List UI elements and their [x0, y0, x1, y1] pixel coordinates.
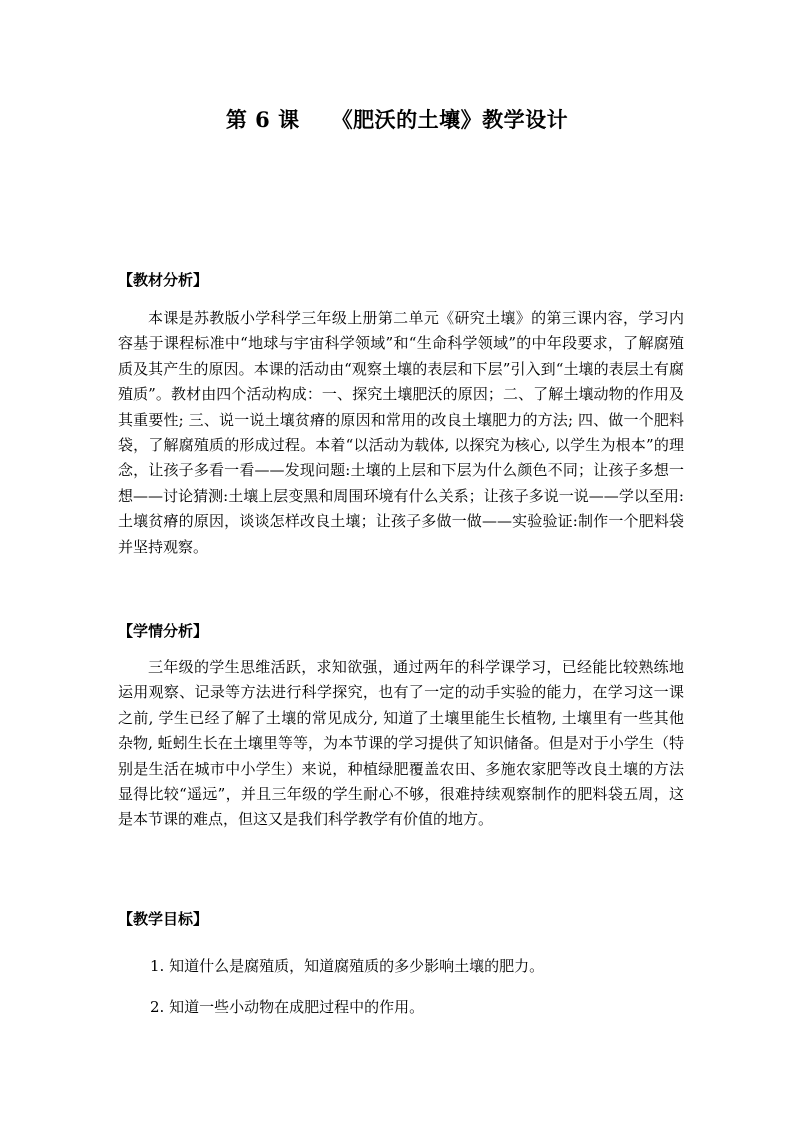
document-title — [0, 104, 794, 134]
goal-item: 1. 知道什么是腐殖质，知道腐殖质的多少影响土壤的肥力。 — [150, 957, 545, 975]
section-heading-student-analysis: 【学情分析】 — [118, 622, 209, 640]
section-heading-textbook-analysis: 【教材分析】 — [118, 271, 209, 289]
section-heading-teaching-goals: 【教学目标】 — [118, 910, 209, 928]
section-paragraph-student-analysis: 三年级的学生思维活跃，求知欲强，通过两年的科学课学习，已经能比较熟练地运用观察、记录等方法进行科学探究，也有了一定的动手实验的能力，在学习这一课之前, 学生已经了解了土壤的常见成分, 知道了土壤里能生长植物, 土壤里有一些其他杂物, 蚯蚓生长在土壤里等等，为本节课的学习提供了知识储备。但是对于小学生（特别是生活在城市中小学生）来说，种植绿肥覆盖农田、多施农家肥等改良土壤的方法显得比较“遥远”，并且三年级的学生耐心不够，很难持续观察制作的肥料袋五周，这是本节课的难点，但这又是我们科学教学有价值的地方。 — [118, 658, 684, 829]
title-lesson-name: 《肥沃的土壤》教学设计 — [331, 107, 569, 132]
title-lesson-number: 第 6 课 — [225, 107, 300, 132]
goal-item: 2. 知道一些小动物在成肥过程中的作用。 — [150, 998, 425, 1016]
section-paragraph-textbook-analysis: 本课是苏教版小学科学三年级上册第二单元《研究土壤》的第三课内容，学习内容基于课程标准中“地球与宇宙科学领域”和“生命科学领域”的中年段要求，了解腐殖质及其产生的原因。本课的活动由“观察土壤的表层和下层”引入到“土壤的表层土有腐殖质”。教材由四个活动构成：一、探究土壤肥沃的原因；二、了解土壤动物的作用及其重要性; 三、说一说土壤贫瘠的原因和常用的改良土壤肥力的方法; 四、做一个肥料袋，了解腐殖质的形成过程。本着“以活动为载体, 以探究为核心, 以学生为根本”的理念，让孩子多看一看——发现问题:土壤的上层和下层为什么颜色不同；让孩子多想一想——讨论猜测:土壤上层变黑和周围环境有什么关系；让孩子多说一说——学以至用:土壤贫瘠的原因，谈谈怎样改良土壤；让孩子多做一做——实验验证:制作一个肥料袋并坚持观察。 — [118, 309, 684, 556]
